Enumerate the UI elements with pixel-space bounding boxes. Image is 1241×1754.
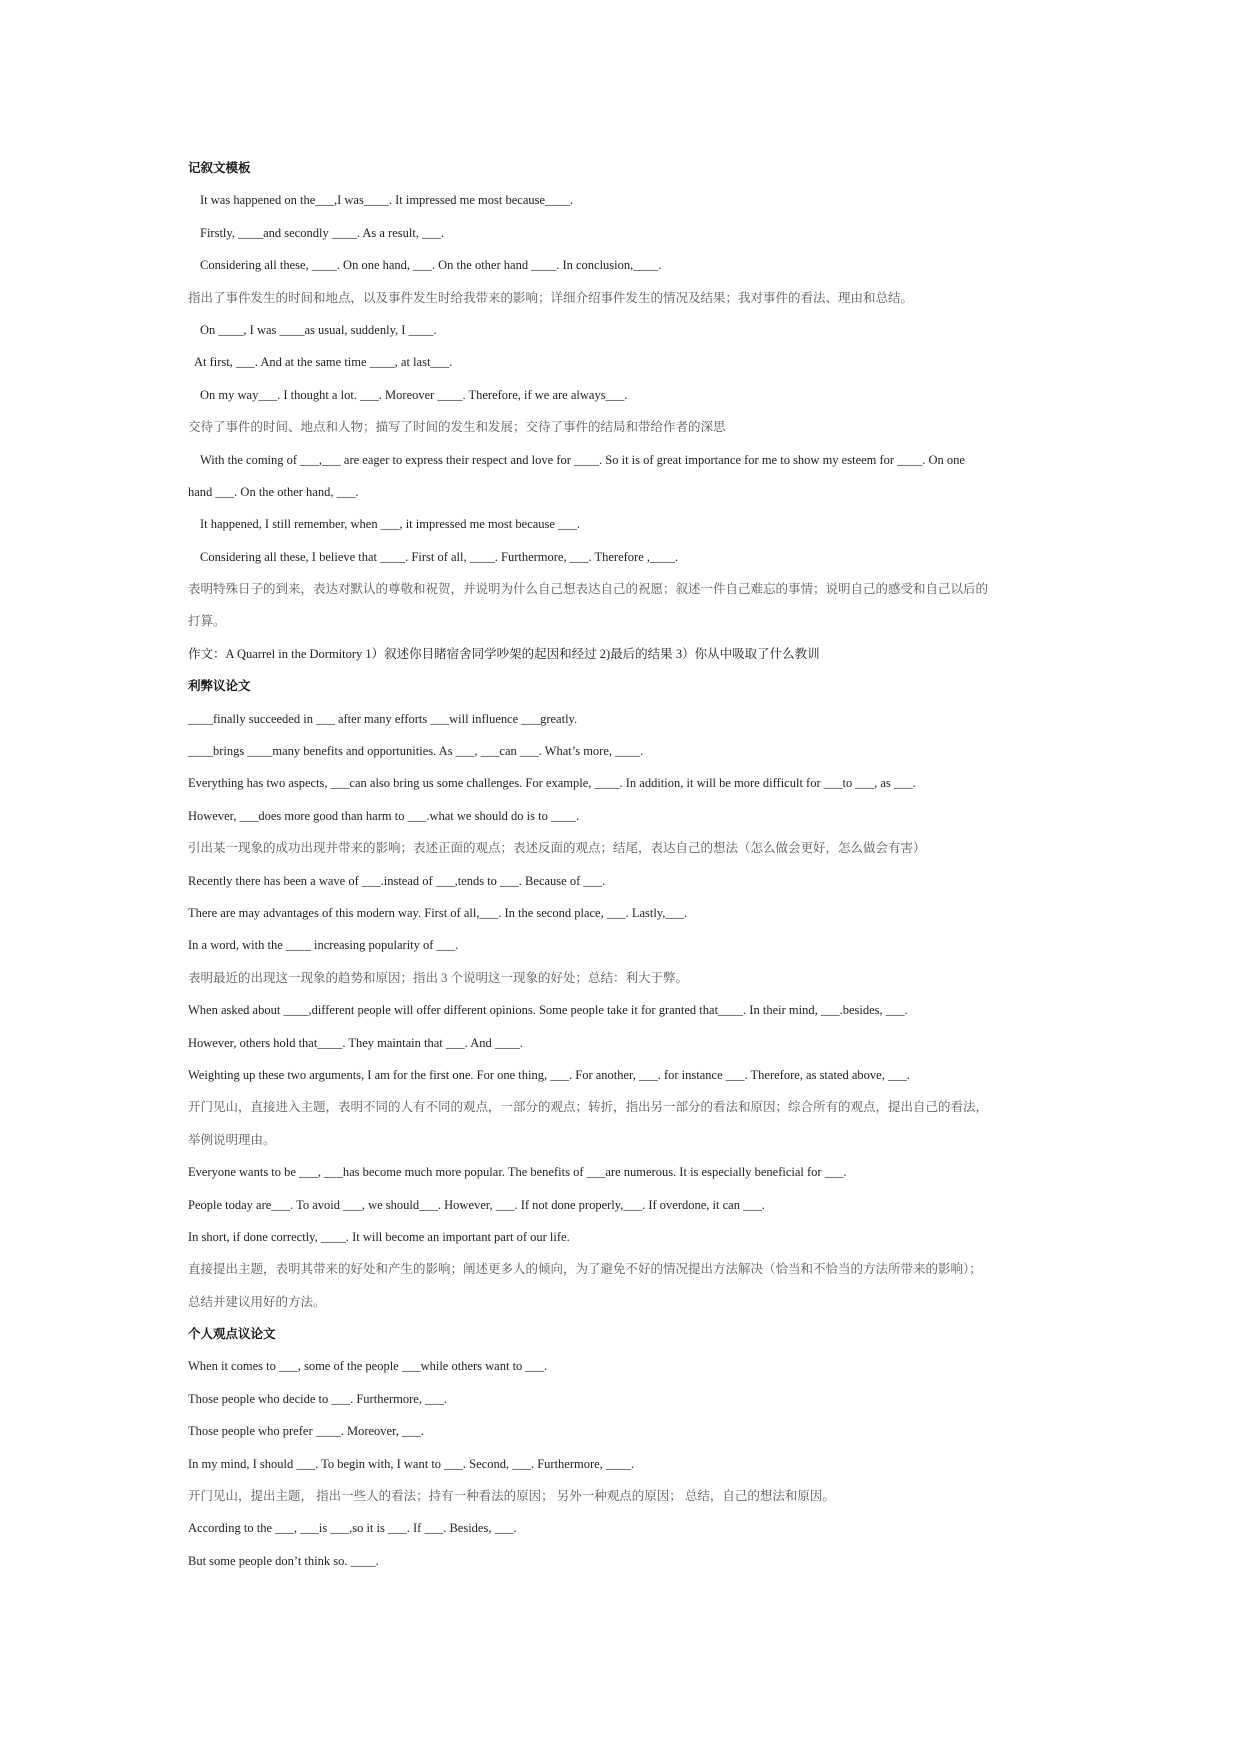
template-note: 直接提出主题，表明其带来的好处和产生的影响；阐述更多人的倾向，为了避免不好的情况提出方法解决（恰当和不恰当的方法所带来的影响）； <box>188 1262 982 1277</box>
template-line: In my mind, I should ___. To begin with, I want to ___. Second, ___. Furthermore, ____. <box>188 1456 635 1471</box>
template-line: It was happened on the___,I was____. It impressed me most because____. <box>200 193 574 208</box>
template-line: Considering all these, I believe that ____. First of all, ____. Furthermore, ___. Therefore ,____. <box>200 549 679 564</box>
template-line: Those people who decide to ___. Furthermore, ___. <box>188 1391 447 1406</box>
template-note: 指出了事件发生的时间和地点，以及事件发生时给我带来的影响；详细介绍事件发生的情况及结果；我对事件的看法、理由和总结。 <box>188 290 914 305</box>
template-note: 举例说明理由。 <box>188 1132 276 1147</box>
template-line: But some people don’t think so. ____. <box>188 1553 379 1568</box>
template-note: 开门见山，提出主题， 指出一些人的看法；持有一种看法的原因； 另外一种观点的原因； 总结，自己的想法和原因。 <box>188 1489 835 1504</box>
template-line: There are may advantages of this modern way. First of all,___. In the second place, ___. Lastly,___. <box>188 905 688 920</box>
section-title-opinion: 个人观点议论文 <box>188 1327 276 1342</box>
template-note: 表明特殊日子的到来，表达对默认的尊敬和祝贺，并说明为什么自己想表达自己的祝愿；叙述一件自己难忘的事情；说明自己的感受和自己以后的 <box>188 582 989 597</box>
template-line: Everything has two aspects, ___can also bring us some challenges. For example, ____. In addition, it will be more difficult for ___to ___, as ___. <box>188 776 916 791</box>
template-note: 总结并建议用好的方法。 <box>188 1294 326 1309</box>
essay-prompt: 作文：A Quarrel in the Dormitory 1）叙述你目睹宿舍同学吵架的起因和经过 2)最后的结果 3）你从中吸取了什么教训 <box>188 646 820 661</box>
template-line: When it comes to ___, some of the people ___while others want to ___. <box>188 1359 548 1374</box>
template-line: People today are___. To avoid ___, we should___. However, ___. If not done properly,___. If overdone, it can ___. <box>188 1197 765 1212</box>
template-line: In short, if done correctly, ____. It will become an important part of our life. <box>188 1229 570 1244</box>
template-line: With the coming of ___,___ are eager to express their respect and love for ____. So it is of great importance for me to show my esteem for ____. On one <box>200 452 965 467</box>
template-line: Those people who prefer ____. Moreover, ___. <box>188 1424 424 1439</box>
template-line: Recently there has been a wave of ___.instead of ___,tends to ___. Because of ___. <box>188 873 606 888</box>
template-note: 引出某一现象的成功出现并带来的影响；表述正面的观点；表述反面的观点；结尾，表达自己的想法（怎么做会更好，怎么做会有害） <box>188 841 926 856</box>
template-line: ____finally succeeded in ___ after many efforts ___will influence ___greatly. <box>188 711 578 726</box>
template-line: In a word, with the ____ increasing popularity of ___. <box>188 938 459 953</box>
template-line: According to the ___, ___is ___,so it is ___. If ___. Besides, ___. <box>188 1521 517 1536</box>
template-line: Considering all these, ____. On one hand, ___. On the other hand ____. In conclusion,____. <box>200 258 662 273</box>
section-title-pros-cons: 利弊议论文 <box>188 679 251 694</box>
section-title-narrative: 记叙文模板 <box>188 161 251 175</box>
template-line: Everyone wants to be ___, ___has become much more popular. The benefits of ___are numerous. It is especially beneficial for ___. <box>188 1165 847 1180</box>
template-line: On ____, I was ____as usual, suddenly, I ____. <box>200 322 437 337</box>
template-line: ____brings ____many benefits and opportunities. As ___, ___can ___. What’s more, ____. <box>188 744 644 759</box>
template-note: 打算。 <box>188 614 226 629</box>
template-line: At first, ___. And at the same time ____, at last___. <box>194 355 453 370</box>
template-line: However, ___does more good than harm to ___.what we should do is to ____. <box>188 808 580 823</box>
template-note: 表明最近的出现这一现象的趋势和原因；指出 3 个说明这一现象的好处；总结：利大于弊。 <box>188 970 689 985</box>
template-line: When asked about ____,different people will offer different opinions. Some people take it for granted that____. In their mind, ___.besides, ___. <box>188 1003 908 1018</box>
template-line: However, others hold that____. They maintain that ___. And ____. <box>188 1035 523 1050</box>
template-line: It happened, I still remember, when ___, it impressed me most because ___. <box>200 517 580 532</box>
template-line: Firstly, ____and secondly ____. As a result, ___. <box>200 225 444 240</box>
template-note: 交待了事件的时间、地点和人物；描写了时间的发生和发展；交待了事件的结局和带给作者的深思 <box>188 420 726 435</box>
template-line: On my way___. I thought a lot. ___. Moreover ____. Therefore, if we are always___. <box>200 387 628 402</box>
template-note: 开门见山，直接进入主题，表明不同的人有不同的观点，一部分的观点；转折，指出另一部分的看法和原因；综合所有的观点，提出自己的看法， <box>188 1100 989 1115</box>
template-line: hand ___. On the other hand, ___. <box>188 484 359 499</box>
template-line: Weighting up these two arguments, I am for the first one. For one thing, ___. For another, ___. for instance ___. Therefore, as stated above, ___. <box>188 1067 910 1082</box>
document-body <box>188 152 1060 1577</box>
